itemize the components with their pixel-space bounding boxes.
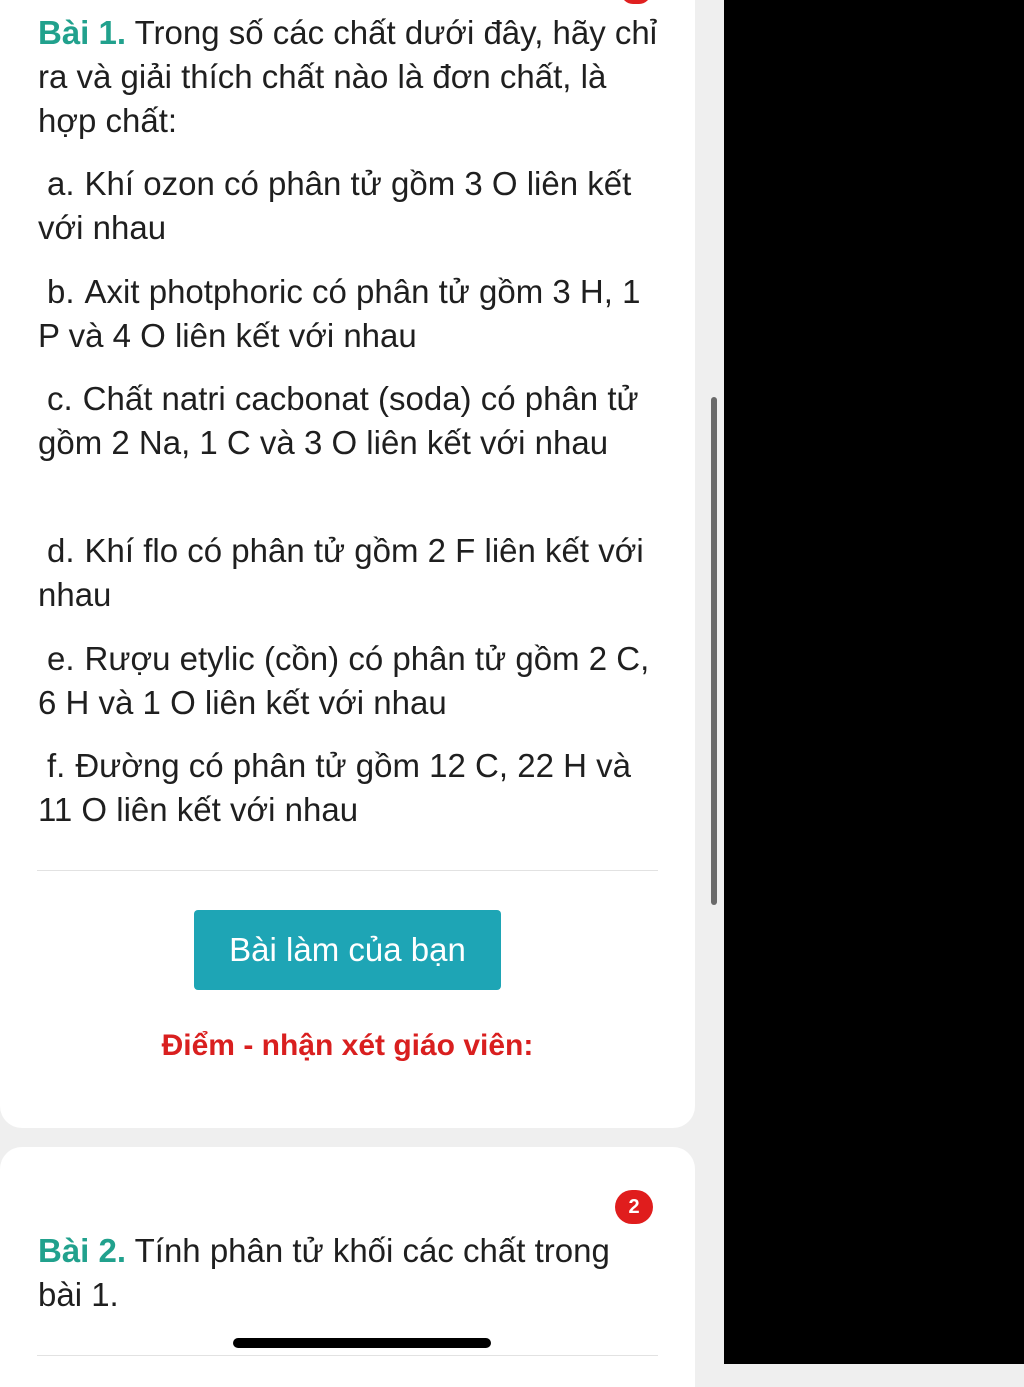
section-divider <box>37 870 658 871</box>
question-2-label: Bài 2. <box>38 1232 127 1269</box>
question-1-label: Bài 1. <box>38 14 127 51</box>
option-letter: c. <box>47 380 73 417</box>
question-number-badge-partial <box>621 0 651 4</box>
teacher-score-comment-label: Điểm - nhận xét giáo viên: <box>161 1029 534 1062</box>
home-indicator-bar[interactable] <box>233 1338 491 1348</box>
option-c <box>38 377 658 465</box>
option-d <box>38 529 658 617</box>
option-letter: e. <box>47 640 75 677</box>
option-f <box>38 744 658 832</box>
option-text: Chất natri cacbonat (soda) có phân tử gồm 2 Na, 1 C và 3 O liên kết với nhau <box>38 380 639 461</box>
option-e <box>38 637 658 725</box>
option-text: Rượu etylic (cồn) có phân tử gồm 2 C, 6 H và 1 O liên kết với nhau <box>38 640 650 721</box>
question-number-badge: 2 <box>615 1190 653 1224</box>
option-letter: b. <box>47 273 75 310</box>
question-1-text: Trong số các chất dưới đây, hãy chỉ ra và giải thích chất nào là đơn chất, là hợp chất: <box>38 14 658 139</box>
vertical-scrollbar[interactable] <box>711 397 717 905</box>
black-side-panel <box>724 0 1024 1364</box>
your-answer-button[interactable]: Bài làm của bạn <box>194 910 501 990</box>
question-2-prompt <box>38 1229 658 1317</box>
option-a <box>38 162 658 250</box>
option-b <box>38 270 658 358</box>
option-text: Khí ozon có phân tử gồm 3 O liên kết với nhau <box>38 165 632 246</box>
option-letter: a. <box>47 165 75 202</box>
option-letter: d. <box>47 532 75 569</box>
option-letter: f. <box>47 747 66 784</box>
question-2-text: Tính phân tử khối các chất trong bài 1. <box>38 1232 610 1313</box>
option-text: Đường có phân tử gồm 12 C, 22 H và 11 O liên kết với nhau <box>38 747 631 828</box>
question-1-prompt <box>38 11 658 143</box>
section-divider <box>37 1355 658 1356</box>
option-text: Axit photphoric có phân tử gồm 3 H, 1 P và 4 O liên kết với nhau <box>38 273 641 354</box>
option-text: Khí flo có phân tử gồm 2 F liên kết với nhau <box>38 532 644 613</box>
